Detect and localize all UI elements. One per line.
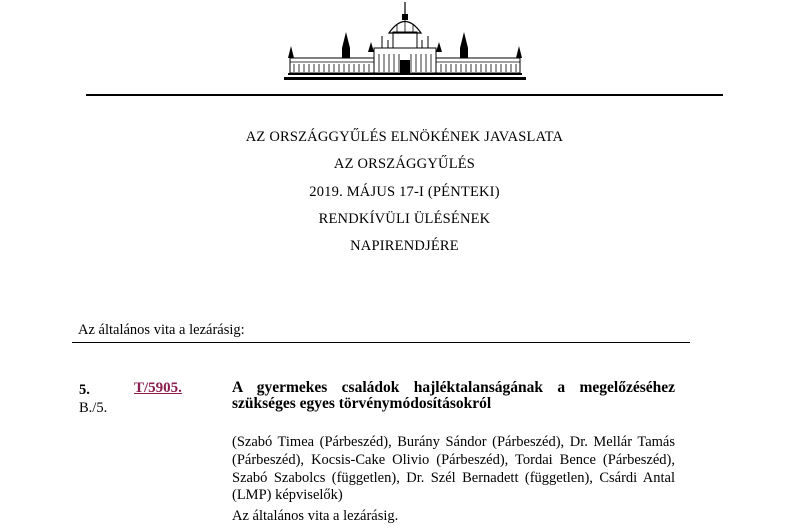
agenda-title <box>86 124 723 260</box>
item-title: A gyermekes családok hajléktalanságának a megelőzéséhez szükséges egyes törvénymódosításokról <box>232 379 675 412</box>
title-line-1: AZ ORSZÁGGYŰLÉS ELNÖKÉNEK JAVASLATA <box>245 129 564 145</box>
item-proposers: (Szabó Timea (Párbeszéd), Burány Sándor (Párbeszéd), Dr. Mellár Tamás (Párbeszéd), Kocsis-Cake Olivio (Párbeszéd), Tordai Bence (Párbeszéd), Szabó Szabolcs (független), Dr. Szél Bernadett (független), Csárdi Antal (LMP) képviselők) <box>232 434 675 504</box>
agenda-item <box>0 378 791 528</box>
header-divider <box>86 94 723 96</box>
parliament-building-icon <box>284 2 526 82</box>
title-line-3: 2019. MÁJUS 17-I (PÉNTEKI) <box>309 183 500 200</box>
section-heading: Az általános vita a lezárásig: <box>78 322 245 338</box>
item-sub-number: B./5. <box>79 400 108 416</box>
bill-number-link[interactable]: T/5905. <box>134 380 182 396</box>
title-line-5: NAPIRENDJÉRE <box>350 238 459 255</box>
item-status: Az általános vita a lezárásig. <box>232 508 399 524</box>
title-line-4: RENDKÍVÜLI ÜLÉSÉNEK <box>318 210 491 227</box>
section-divider <box>72 342 690 343</box>
title-line-2: AZ ORSZÁGGYŰLÉS <box>333 156 476 173</box>
item-number: 5. <box>79 382 90 398</box>
